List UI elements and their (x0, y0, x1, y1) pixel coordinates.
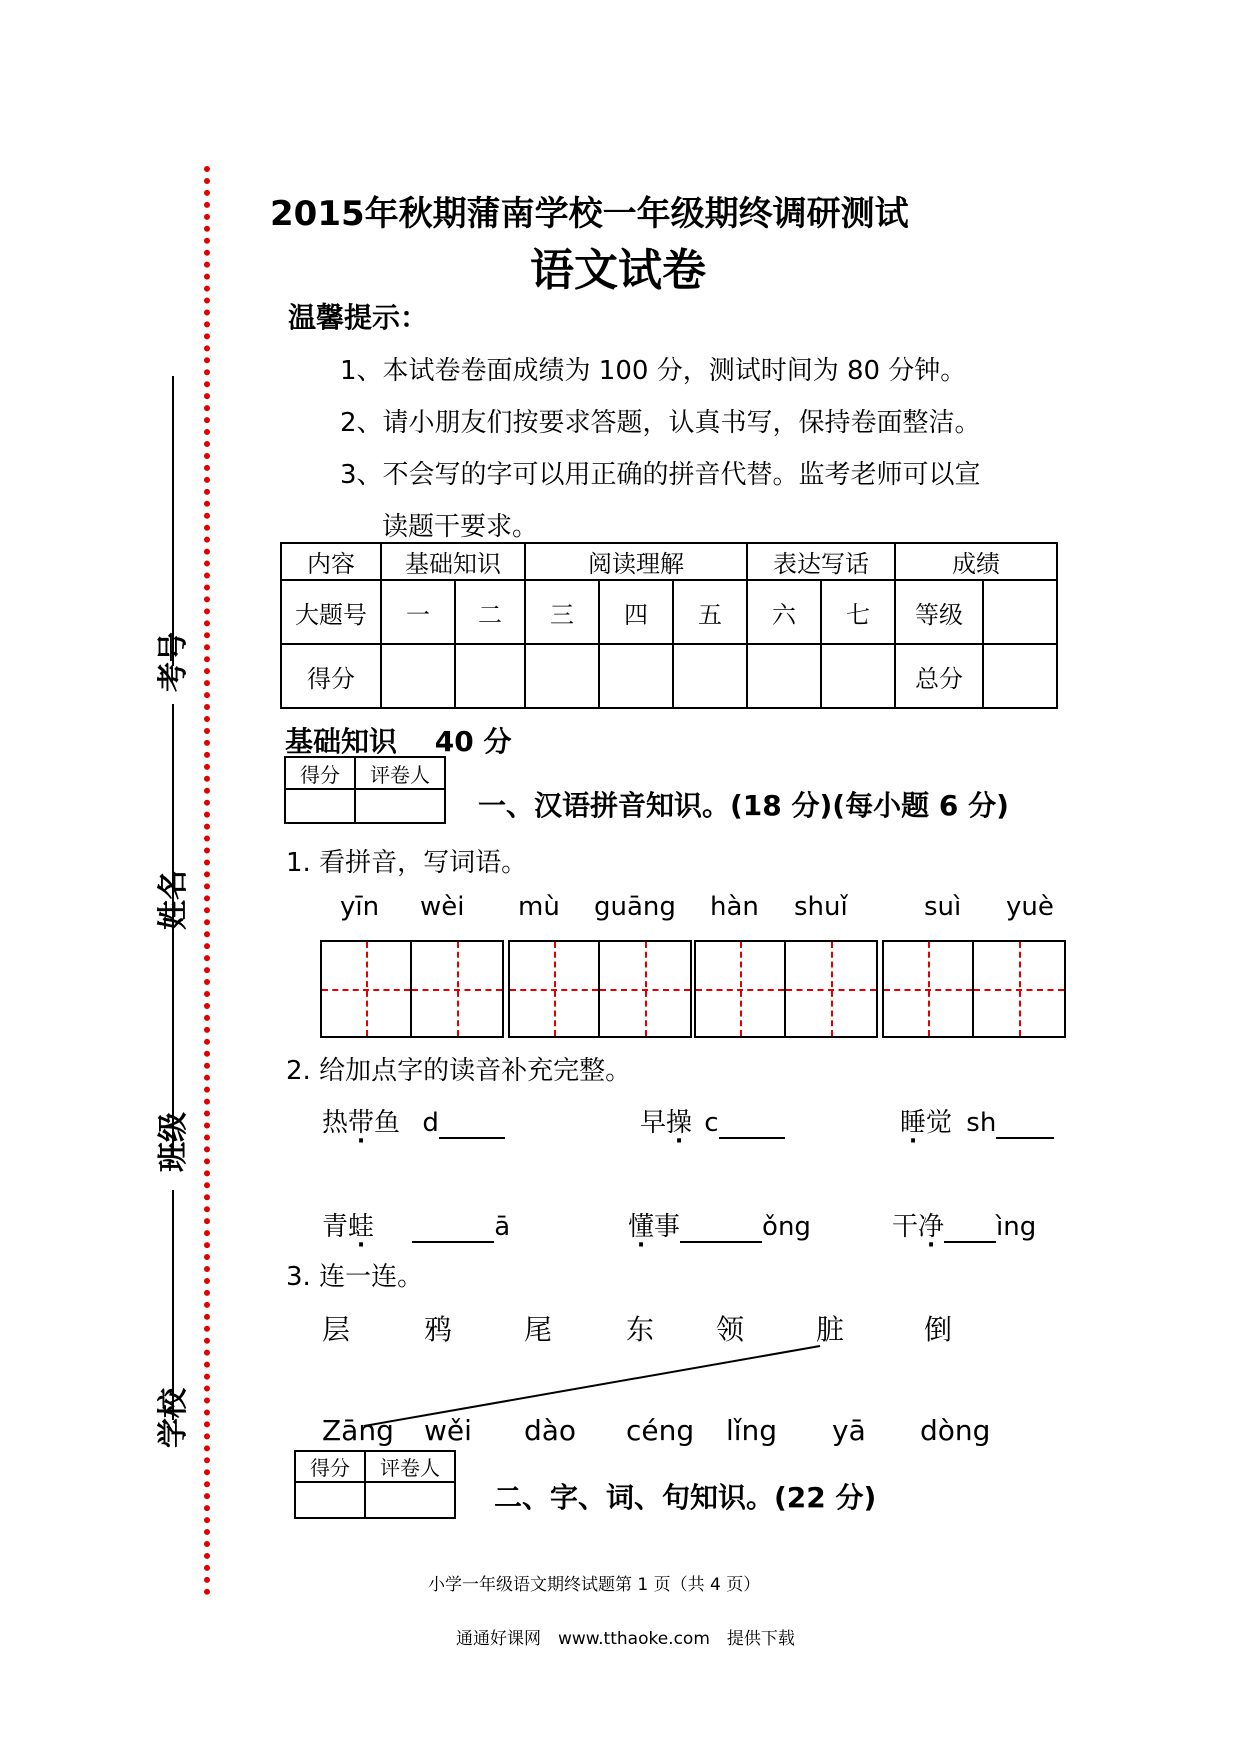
q2-tail: ǒng (762, 1212, 811, 1242)
score-table-cell: 一 (381, 580, 455, 644)
exam-title: 2015年秋期蒲南学校一年级期终调研测试 (270, 194, 909, 234)
q2-prompt: 2. 给加点字的读音补充完整。 (286, 1056, 632, 1086)
score-table-cell: 二 (455, 580, 525, 644)
q2-hint: sh (966, 1108, 997, 1138)
grader-score-cell[interactable] (295, 1482, 365, 1518)
score-table-cell: 四 (599, 580, 673, 644)
grader-score-label: 得分 (295, 1451, 365, 1482)
score-table-header: 内容 (281, 543, 381, 580)
score-table-cell: 大题号 (281, 580, 381, 644)
match-char[interactable]: 尾 (524, 1313, 553, 1346)
q2-char: 觉 (926, 1108, 953, 1138)
pinyin-label: hàn (710, 892, 759, 922)
pinyin-label: wèi (420, 892, 465, 922)
q2-char: 干 (892, 1212, 919, 1242)
grader-box (294, 1450, 456, 1519)
match-char[interactable]: 东 (626, 1313, 655, 1346)
exam-subtitle: 语文试卷 (530, 245, 706, 296)
q2-tail: ā (494, 1212, 511, 1242)
match-char[interactable]: 倒 (924, 1313, 953, 1346)
match-pinyin[interactable]: lǐng (726, 1414, 778, 1447)
match-char[interactable]: 领 (716, 1313, 745, 1346)
name-label: 姓名 (156, 870, 191, 930)
grader-score-label: 得分 (285, 757, 355, 789)
pinyin-label: guāng (594, 892, 676, 922)
grader-reviewer-label: 评卷人 (355, 757, 445, 789)
q2-char: 热 (322, 1108, 349, 1138)
pinyin-label: yīn (340, 892, 380, 922)
match-pinyin[interactable]: dào (524, 1414, 577, 1447)
score-table-cell: 得分 (281, 644, 381, 708)
dotted-char: 懂 (628, 1212, 655, 1242)
score-table-cell: 三 (525, 580, 599, 644)
pinyin-label: mù (518, 892, 560, 922)
score-table-cell: 总分 (895, 644, 983, 708)
dotted-char: 净 (918, 1212, 945, 1242)
match-pinyin[interactable]: wěi (424, 1414, 472, 1447)
score-table-cell: 七 (821, 580, 895, 644)
source-footer: 通通好课网 www.tthaoke.com 提供下载 (456, 1629, 795, 1649)
match-char[interactable]: 层 (322, 1313, 351, 1346)
q3-prompt: 3. 连一连。 (286, 1262, 424, 1292)
grader-reviewer-cell[interactable] (365, 1482, 455, 1518)
dotted-char: 带 (348, 1108, 375, 1138)
match-char[interactable]: 脏 (816, 1313, 845, 1346)
school-label: 学校 (156, 1388, 191, 1448)
dotted-char: 蛙 (348, 1212, 375, 1242)
q2-hint: c (704, 1108, 719, 1138)
score-table-cell: 五 (673, 580, 747, 644)
section1-title: 一、汉语拼音知识。(18 分)(每小题 6 分) (478, 789, 1009, 822)
page-footer: 小学一年级语文期终试题第 1 页（共 4 页） (428, 1575, 761, 1595)
score-table-cell: 六 (747, 580, 821, 644)
match-pinyin[interactable]: Zāng (322, 1414, 394, 1447)
tip-item: 2、请小朋友们按要求答题，认真书写，保持卷面整洁。 (340, 408, 981, 438)
pinyin-label: shuǐ (794, 892, 848, 922)
q2-char: 鱼 (374, 1108, 401, 1138)
tip-item: 读题干要求。 (382, 512, 539, 542)
part1-heading: 基础知识 40 分 (285, 725, 512, 758)
match-pinyin[interactable]: dòng (920, 1414, 991, 1447)
score-table-header: 阅读理解 (525, 543, 747, 580)
dotted-char: 睡 (900, 1108, 927, 1138)
q2-hint: d (422, 1108, 439, 1138)
match-pinyin[interactable]: yā (832, 1414, 866, 1447)
dotted-char: 操 (666, 1108, 693, 1138)
tips-heading: 温馨提示： (288, 301, 429, 334)
score-table-header: 成绩 (895, 543, 1057, 580)
q2-char: 青 (322, 1212, 349, 1242)
q1-prompt: 1. 看拼音，写词语。 (286, 848, 528, 878)
score-table-header: 表达写话 (747, 543, 895, 580)
score-table-cell: 等级 (895, 580, 983, 644)
match-pinyin[interactable]: céng (626, 1414, 695, 1447)
q2-char: 事 (654, 1212, 681, 1242)
score-table-header: 基础知识 (381, 543, 525, 580)
tip-item: 3、不会写的字可以用正确的拼音代替。监考老师可以宣 (340, 460, 981, 490)
grader-reviewer-label: 评卷人 (365, 1451, 455, 1482)
match-char[interactable]: 鸦 (424, 1313, 453, 1346)
q2-tail: ìng (996, 1212, 1037, 1242)
pinyin-label: suì (924, 892, 962, 922)
q2-char: 早 (640, 1108, 667, 1138)
pinyin-label: yuè (1006, 892, 1054, 922)
section2-title: 二、字、词、句知识。(22 分) (494, 1481, 877, 1514)
class-label: 班级 (156, 1112, 191, 1172)
tip-item: 1、本试卷卷面成绩为 100 分，测试时间为 80 分钟。 (340, 356, 967, 386)
exam-no-label: 考号 (156, 632, 191, 692)
